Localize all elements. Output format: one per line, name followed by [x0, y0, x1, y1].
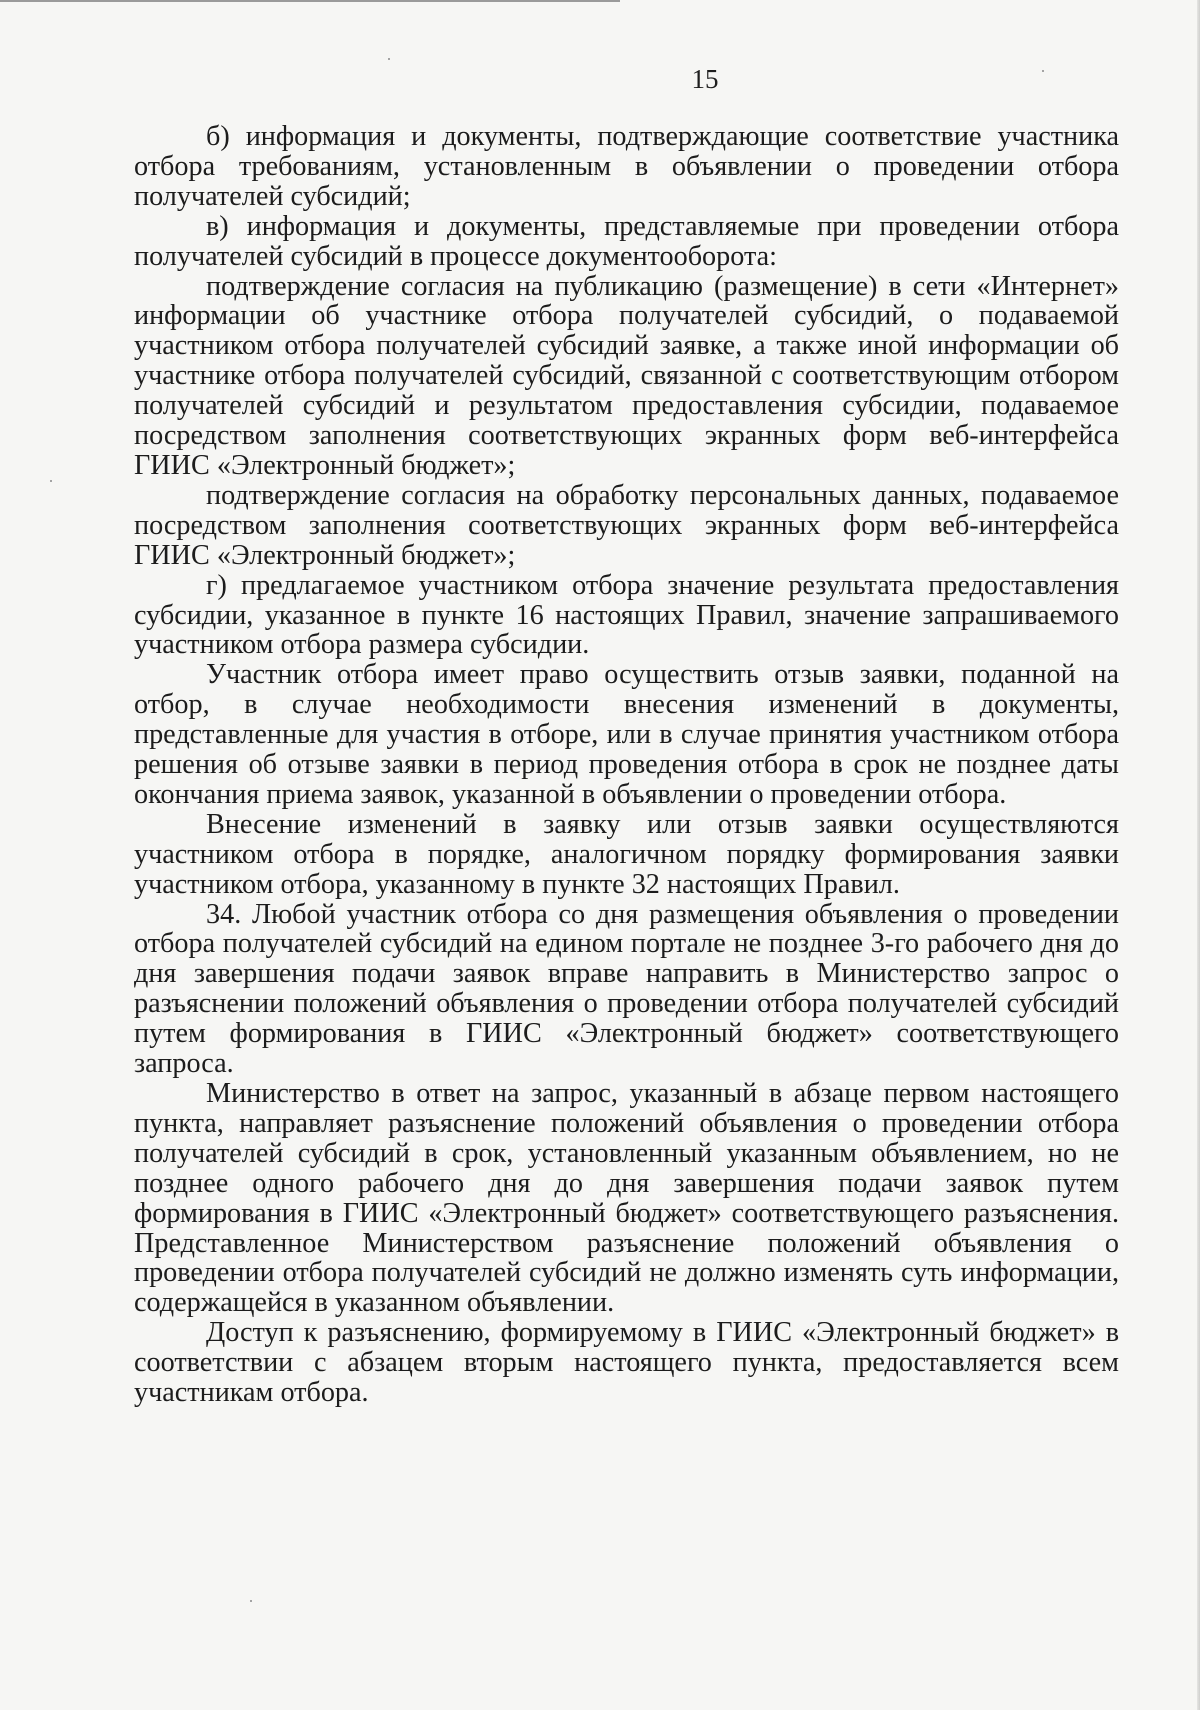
paragraph-34: 34. Любой участник отбора со дня размещения объявления о проведении отбора получателей субсидий на едином портале не позднее 3-го рабочего дня до дня завершения подачи заявок вправе направить в Министерство запрос о разъяснении положений объявления о проведении отбора получателей субсидий путем формирования в ГИИС «Электронный бюджет» соответствующего запроса.: [134, 898, 1119, 1080]
paragraph-g: г) предлагаемое участником отбора значение результата предоставления субсидии, указанное в пункте 16 настоящих Правил, значение запрашиваемого участником отбора размера субсидии.: [134, 569, 1119, 661]
paragraph-changes: Внесение изменений в заявку или отзыв заявки осуществляются участником отбора в порядке, аналогичном порядку формирования заявки участником отбора, указанному в пункте 32 настоящих Правил.: [134, 808, 1119, 900]
paragraph-v: в) информация и документы, представляемые при проведении отбора получателей субсидий в процессе документооборота:: [134, 210, 1119, 272]
scan-speck: [1042, 70, 1044, 72]
paragraph-ministry-response: Министерство в ответ на запрос, указанный в абзаце первом настоящего пункта, направляет разъяснение положений объявления о проведении отбора получателей субсидий в срок, установленный указанным объявлением, но не позднее одного рабочего дня до дня завершения подачи заявок путем формирования в ГИИС «Электронный бюджет» соответствующего разъяснения. Представленное Министерством разъяснение положений объявления о проведении отбора получателей субсидий не должно изменять суть информации, содержащейся в указанном объявлении.: [134, 1078, 1119, 1319]
paragraph-consent-publication: подтверждение согласия на публикацию (размещение) в сети «Интернет» информации об участнике отбора получателей субсидий, о подаваемой участником отбора получателей субсидий заявке, а также иной информации об участнике отбора получателей субсидий, связанной с соответствующим отбором получателей субсидий и результатом предоставления субсидии, подаваемое посредством заполнения соответствующих экранных форм веб-интерфейса ГИИС «Электронный бюджет»;: [134, 270, 1119, 481]
scan-border-line: [0, 0, 620, 2]
paragraph-consent-personal-data: подтверждение согласия на обработку персональных данных, подаваемое посредством заполнения соответствующих экранных форм веб-интерфейса ГИИС «Электронный бюджет»;: [134, 479, 1119, 571]
scan-speck: [250, 1600, 252, 1602]
paragraph-access: Доступ к разъяснению, формируемому в ГИИС «Электронный бюджет» в соответствии с абзацем вторым настоящего пункта, предоставляется всем участникам отбора.: [134, 1317, 1119, 1409]
scan-speck: [388, 58, 390, 60]
paragraph-b: б) информация и документы, подтверждающие соответствие участника отбора требованиям, установленным в объявлении о проведении отбора получателей субсидий;: [134, 121, 1119, 212]
document-body: [134, 122, 1119, 1408]
paragraph-withdrawal-right: Участник отбора имеет право осуществить отзыв заявки, поданной на отбор, в случае необходимости внесения изменений в документы, представленные для участия в отборе, или в случае принятия участником отбора решения об отзыве заявки в период проведения отбора в срок не позднее даты окончания приема заявок, указанной в объявлении о проведении отбора.: [134, 659, 1119, 810]
page-number: 15: [691, 64, 719, 94]
scan-speck: [50, 480, 52, 482]
